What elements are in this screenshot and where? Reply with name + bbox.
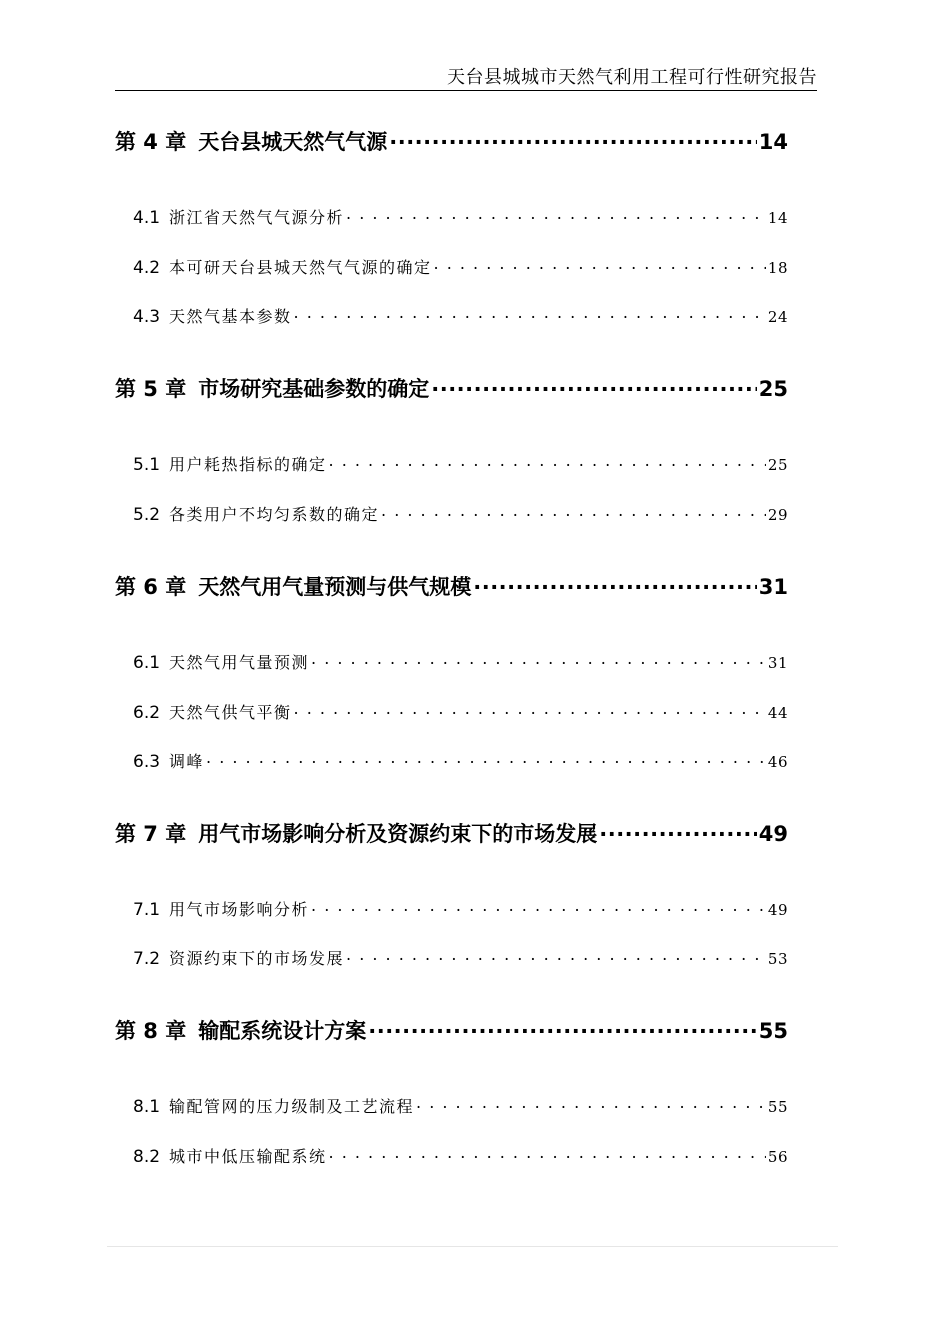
page-number: 25 bbox=[758, 377, 788, 401]
page-number: 29 bbox=[767, 506, 788, 524]
section-title: 本可研天台县城天然气气源的确定 bbox=[169, 258, 432, 277]
footer-divider bbox=[107, 1246, 838, 1247]
dot-leader bbox=[346, 207, 766, 223]
section-number: 7.2 bbox=[133, 949, 161, 969]
section-title: 调峰 bbox=[169, 752, 205, 771]
section-number: 6.3 bbox=[133, 752, 161, 772]
section-title: 城市中低压输配系统 bbox=[169, 1147, 327, 1166]
chapter-number: 第 8 章 bbox=[115, 1019, 187, 1043]
toc-chapter-8[interactable] bbox=[115, 1015, 788, 1045]
dot-leader bbox=[206, 751, 766, 767]
section-number: 6.1 bbox=[133, 653, 161, 673]
toc-chapter-5[interactable] bbox=[115, 373, 788, 403]
page-number: 56 bbox=[767, 1148, 788, 1166]
chapter-title: 市场研究基础参数的确定 bbox=[198, 377, 430, 401]
page-number: 18 bbox=[767, 259, 788, 277]
page-number: 49 bbox=[767, 901, 788, 919]
section-number: 4.2 bbox=[133, 258, 161, 278]
chapter-number: 第 6 章 bbox=[115, 575, 187, 599]
page-header bbox=[115, 66, 817, 91]
section-title: 用气市场影响分析 bbox=[169, 900, 310, 919]
page-number: 55 bbox=[758, 1019, 788, 1043]
section-title: 天然气用气量预测 bbox=[169, 653, 310, 672]
page-number: 14 bbox=[767, 209, 788, 227]
page-number: 25 bbox=[767, 456, 788, 474]
toc-section-7-1[interactable] bbox=[133, 897, 788, 920]
section-title: 天然气供气平衡 bbox=[169, 703, 292, 722]
dot-leader bbox=[329, 1146, 766, 1162]
section-number: 5.2 bbox=[133, 505, 161, 525]
document-title: 天台县城城市天然气利用工程可行性研究报告 bbox=[447, 67, 817, 88]
page-number: 31 bbox=[767, 654, 788, 672]
toc-section-7-2[interactable] bbox=[133, 946, 788, 969]
section-title: 浙江省天然气气源分析 bbox=[169, 208, 345, 227]
dot-leader bbox=[346, 948, 766, 964]
page-number: 49 bbox=[758, 822, 788, 846]
dot-leader bbox=[294, 306, 766, 322]
dot-leader bbox=[294, 702, 766, 718]
section-title: 输配管网的压力级制及工艺流程 bbox=[169, 1097, 415, 1116]
toc-section-5-1[interactable] bbox=[133, 452, 788, 475]
dot-leader bbox=[329, 454, 766, 470]
toc-section-8-2[interactable] bbox=[133, 1144, 788, 1167]
chapter-title: 用气市场影响分析及资源约束下的市场发展 bbox=[198, 822, 598, 846]
dot-leader bbox=[381, 504, 766, 520]
dot-leader bbox=[416, 1096, 766, 1112]
dot-leader bbox=[431, 375, 757, 396]
dot-leader bbox=[473, 573, 757, 594]
section-number: 8.1 bbox=[133, 1097, 161, 1117]
toc-section-4-3[interactable] bbox=[133, 304, 788, 327]
page-number: 55 bbox=[767, 1098, 788, 1116]
toc-section-5-2[interactable] bbox=[133, 502, 788, 525]
section-number: 8.2 bbox=[133, 1147, 161, 1167]
chapter-number: 第 4 章 bbox=[115, 130, 187, 154]
section-number: 7.1 bbox=[133, 900, 161, 920]
chapter-title: 天然气用气量预测与供气规模 bbox=[198, 575, 472, 599]
section-title: 各类用户不均匀系数的确定 bbox=[169, 505, 380, 524]
chapter-number: 第 5 章 bbox=[115, 377, 187, 401]
toc-section-8-1[interactable] bbox=[133, 1094, 788, 1117]
page-number: 53 bbox=[767, 950, 788, 968]
section-number: 6.2 bbox=[133, 703, 161, 723]
page-number: 14 bbox=[758, 130, 788, 154]
dot-leader bbox=[434, 257, 766, 273]
section-title: 天然气基本参数 bbox=[169, 307, 292, 326]
dot-leader bbox=[311, 899, 766, 915]
section-number: 4.1 bbox=[133, 208, 161, 228]
toc-chapter-4[interactable] bbox=[115, 126, 788, 156]
dot-leader bbox=[389, 128, 757, 149]
toc-section-4-1[interactable] bbox=[133, 205, 788, 228]
page-number: 44 bbox=[767, 704, 788, 722]
toc-section-4-2[interactable] bbox=[133, 255, 788, 278]
chapter-title: 天台县城天然气气源 bbox=[198, 130, 388, 154]
chapter-number: 第 7 章 bbox=[115, 822, 187, 846]
section-title: 用户耗热指标的确定 bbox=[169, 455, 327, 474]
dot-leader bbox=[368, 1017, 757, 1038]
toc-chapter-7[interactable] bbox=[115, 818, 788, 848]
page-number: 24 bbox=[767, 308, 788, 326]
dot-leader bbox=[599, 820, 757, 841]
section-number: 4.3 bbox=[133, 307, 161, 327]
chapter-title: 输配系统设计方案 bbox=[198, 1019, 367, 1043]
toc-section-6-1[interactable] bbox=[133, 650, 788, 673]
dot-leader bbox=[311, 652, 766, 668]
page-number: 31 bbox=[758, 575, 788, 599]
section-title: 资源约束下的市场发展 bbox=[169, 949, 345, 968]
toc-section-6-3[interactable] bbox=[133, 749, 788, 772]
section-number: 5.1 bbox=[133, 455, 161, 475]
toc-chapter-6[interactable] bbox=[115, 571, 788, 601]
page-number: 46 bbox=[767, 753, 788, 771]
toc-section-6-2[interactable] bbox=[133, 700, 788, 723]
